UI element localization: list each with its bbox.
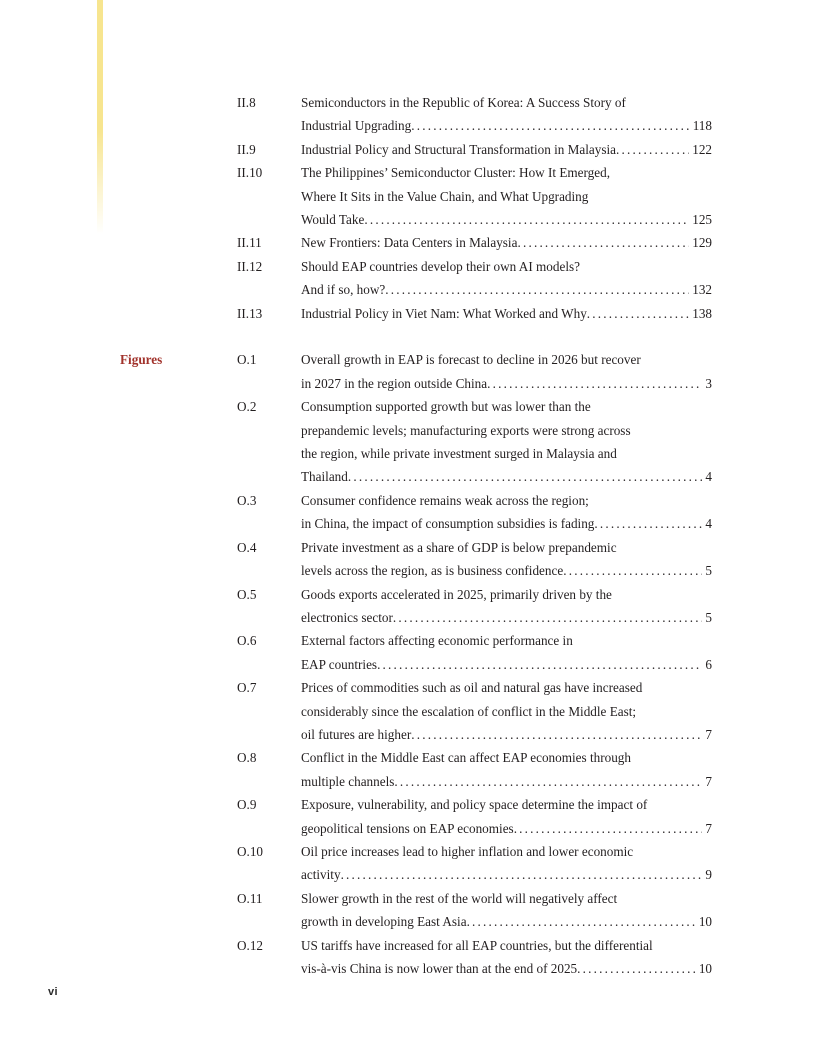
toc-entry-title-line: Consumer confidence remains weak across the region; (301, 492, 589, 508)
toc-entry-title-line: the region, while private investment surged in Malaysia and (301, 446, 617, 462)
toc-entry-line (301, 863, 712, 886)
toc-entry-line (301, 746, 712, 769)
toc-entry-page-number: 7 (705, 773, 712, 789)
toc-entry-line (301, 91, 712, 114)
toc-entry-number: O.11 (237, 890, 263, 906)
toc-entry-line (301, 465, 712, 488)
toc-entry-line (301, 348, 712, 371)
toc-content (120, 91, 712, 980)
toc-entry-line (301, 442, 712, 465)
toc-entry-line (301, 185, 712, 208)
toc-entry-line (301, 395, 712, 418)
toc-entry-lines (301, 302, 712, 325)
toc-entry-lines (301, 583, 712, 630)
toc-entry-page-number: 10 (698, 914, 712, 930)
toc-entry-line (301, 512, 712, 535)
toc-entry-lines (301, 629, 712, 676)
toc-entry-line (301, 629, 712, 652)
toc-entry-title-line: activity (301, 867, 341, 883)
toc-entry-title-line: Would Take (301, 212, 365, 228)
toc-entry-title-line: vis-à-vis China is now lower than at the end of 2025 (301, 961, 578, 977)
toc-entry-page-number: 118 (692, 118, 712, 134)
toc-entry-page-number: 5 (705, 563, 712, 579)
toc-entry-line (301, 114, 712, 137)
toc-entry-title-line: Semiconductors in the Republic of Korea: A Success Story of (301, 95, 626, 110)
toc-entry-number: O.5 (237, 586, 257, 602)
toc-entry-line (301, 957, 712, 980)
toc-entry-title-line: considerably since the escalation of conflict in the Middle East; (301, 703, 637, 719)
toc-entry-title-line: Slower growth in the rest of the world will negatively affect (301, 890, 618, 906)
toc-entry-line (301, 419, 712, 442)
toc-entry-line (301, 583, 712, 606)
toc-entry-number: II.11 (237, 235, 262, 251)
toc-entry-page-number: 3 (705, 375, 712, 391)
leader-dots (341, 863, 703, 886)
toc-entry-title-line: Consumption supported growth but was lower than the (301, 399, 591, 415)
toc-entry-line (301, 817, 712, 840)
toc-entry-line (301, 231, 712, 254)
toc-entry-title-line: prepandemic levels; manufacturing exports were strong across (301, 422, 631, 438)
leader-dots (577, 957, 696, 980)
toc-entry-page-number: 7 (705, 820, 712, 836)
toc-entry[interactable] (237, 302, 712, 325)
toc-entry[interactable] (237, 629, 712, 676)
toc-entry-lines (301, 161, 712, 231)
toc-entry-title-line: in 2027 in the region outside China (301, 375, 488, 391)
toc-entry-title-line: Goods exports accelerated in 2025, primarily driven by the (301, 586, 612, 602)
toc-entry-line (301, 138, 712, 161)
leader-dots (467, 910, 696, 933)
toc-entry-line (301, 676, 712, 699)
toc-entry-number: O.12 (237, 937, 264, 953)
toc-entry-title-line: US tariffs have increased for all EAP countries, but the differential (301, 937, 653, 953)
page-number-footer: vi (48, 986, 58, 998)
toc-entry-page-number: 138 (692, 305, 712, 321)
toc-entry-page-number: 9 (705, 867, 712, 883)
toc-entry-lines (301, 746, 712, 793)
toc-entry-page-number: 6 (705, 656, 712, 672)
toc-entry-title-line: in China, the impact of consumption subsidies is fading (301, 516, 595, 532)
toc-entry-lines (301, 231, 712, 254)
toc-entry-line (301, 489, 712, 512)
toc-entry-line (301, 653, 712, 676)
toc-entry-title-line: Should EAP countries develop their own AI models? (301, 258, 580, 274)
toc-entry-number: O.4 (237, 539, 257, 555)
section-label: Figures (120, 352, 163, 368)
leader-dots (563, 559, 702, 582)
toc-entry-page-number: 10 (698, 961, 712, 977)
leader-dots (411, 114, 689, 137)
toc-section (120, 91, 712, 325)
toc-entry-title-line: growth in developing East Asia (301, 914, 467, 930)
toc-entry[interactable] (237, 161, 712, 231)
toc-entry-title-line: multiple channels (301, 773, 395, 789)
leader-dots (594, 512, 702, 535)
toc-entry[interactable] (237, 676, 712, 746)
toc-entry-number: II.12 (237, 258, 263, 274)
leader-dots (587, 302, 689, 325)
leader-dots (385, 278, 689, 301)
toc-entry-number: O.3 (237, 492, 257, 508)
toc-entry-line (301, 208, 712, 231)
toc-entry-title-line: Private investment as a share of GDP is below prepandemic (301, 539, 617, 555)
toc-entry-page-number: 125 (692, 212, 712, 228)
leader-dots (377, 653, 702, 676)
toc-entry-title-line: Oil price increases lead to higher inflation and lower economic (301, 843, 634, 859)
toc-entry[interactable] (237, 489, 712, 536)
toc-entry-line (301, 887, 712, 910)
toc-entry-title-line: And if so, how? (301, 282, 386, 298)
toc-entry-lines (301, 934, 712, 981)
leader-dots (364, 208, 689, 231)
toc-entry-title-line: Industrial Upgrading (301, 118, 412, 134)
toc-entry-title-line: Conflict in the Middle East can affect EAP economies through (301, 750, 631, 766)
toc-entry[interactable] (237, 536, 712, 583)
leader-dots (393, 606, 703, 629)
toc-entry[interactable] (237, 231, 712, 254)
toc-entry-lines (301, 91, 712, 138)
toc-entry-line (301, 559, 712, 582)
toc-entry-line (301, 723, 712, 746)
toc-entry-lines (301, 840, 712, 887)
toc-entry-page-number: 5 (705, 609, 712, 625)
toc-entry-line (301, 278, 712, 301)
toc-entry-title-line: Where It Sits in the Value Chain, and What Upgrading (301, 188, 589, 204)
toc-entry-title-line: New Frontiers: Data Centers in Malaysia (301, 235, 518, 251)
leader-dots (616, 138, 689, 161)
toc-entry[interactable] (237, 395, 712, 489)
toc-entry-title-line: Exposure, vulnerability, and policy space determine the impact of (301, 797, 648, 813)
toc-entry-page-number: 4 (705, 516, 712, 532)
toc-entry-title-line: External factors affecting economic performance in (301, 633, 573, 649)
section-entries (237, 91, 712, 325)
toc-entry-page-number: 122 (692, 141, 712, 157)
toc-entry-title-line: electronics sector (301, 609, 393, 625)
toc-entry-page-number: 132 (692, 282, 712, 298)
toc-entry-number: O.8 (237, 750, 257, 766)
toc-entry-line (301, 536, 712, 559)
toc-entry[interactable] (237, 138, 712, 161)
leader-dots (411, 723, 702, 746)
toc-entry-lines (301, 489, 712, 536)
toc-entry-number: O.6 (237, 633, 257, 649)
toc-entry-line (301, 910, 712, 933)
toc-entry-lines (301, 348, 712, 395)
toc-entry-title-line: geopolitical tensions on EAP economies (301, 820, 514, 836)
toc-entry[interactable] (237, 840, 712, 887)
toc-entry-number: O.10 (237, 843, 264, 859)
toc-entry-number: O.2 (237, 399, 257, 415)
toc-section-figures (120, 348, 712, 980)
toc-entry-title-line: levels across the region, as is business confidence (301, 563, 564, 579)
toc-entry-title-line: Industrial Policy in Viet Nam: What Worked and Why (301, 305, 587, 321)
toc-entry-number: O.9 (237, 797, 257, 813)
toc-entry-lines (301, 138, 712, 161)
toc-entry-line (301, 372, 712, 395)
toc-entry-number: II.9 (237, 141, 256, 157)
toc-entry[interactable] (237, 91, 712, 138)
toc-entry-line (301, 302, 712, 325)
toc-entry[interactable] (237, 255, 712, 302)
toc-entry-title-line: Industrial Policy and Structural Transformation in Malaysia (301, 141, 616, 157)
toc-entry-number: O.7 (237, 680, 257, 696)
toc-entry-number: II.13 (237, 305, 263, 321)
toc-entry-lines (301, 536, 712, 583)
toc-entry-number: II.10 (237, 165, 263, 181)
toc-entry[interactable] (237, 934, 712, 981)
toc-entry-line (301, 700, 712, 723)
toc-entry[interactable] (237, 887, 712, 934)
toc-entry-number: II.8 (237, 95, 256, 110)
toc-entry-line (301, 793, 712, 816)
leader-dots (394, 770, 702, 793)
toc-entry-line (301, 770, 712, 793)
toc-entry-lines (301, 676, 712, 746)
toc-entry-title-line: The Philippines’ Semiconductor Cluster: How It Emerged, (301, 165, 610, 181)
toc-entry-title-line: Prices of commodities such as oil and natural gas have increased (301, 680, 643, 696)
leader-dots (517, 231, 689, 254)
leader-dots (514, 817, 703, 840)
toc-entry[interactable] (237, 583, 712, 630)
toc-entry-title-line: Thailand (301, 469, 348, 485)
toc-entry-lines (301, 395, 712, 489)
toc-entry-line (301, 161, 712, 184)
toc-entry-page-number: 7 (705, 726, 712, 742)
toc-entry-line (301, 255, 712, 278)
leader-dots (348, 465, 703, 488)
toc-entry-lines (301, 793, 712, 840)
toc-entry-title-line: EAP countries (301, 656, 378, 672)
toc-entry-lines (301, 887, 712, 934)
toc-entry-lines (301, 255, 712, 302)
accent-bar (97, 0, 103, 234)
toc-entry-title-line: oil futures are higher (301, 726, 412, 742)
toc-entry-page-number: 129 (692, 235, 712, 251)
toc-entry-line (301, 606, 712, 629)
toc-entry-title-line: Overall growth in EAP is forecast to decline in 2026 but recover (301, 352, 641, 368)
toc-entry-line (301, 934, 712, 957)
leader-dots (487, 372, 702, 395)
toc-entry[interactable] (237, 746, 712, 793)
toc-entry[interactable] (237, 348, 712, 395)
section-entries (237, 348, 712, 980)
toc-entry-number: O.1 (237, 352, 257, 368)
toc-entry-line (301, 840, 712, 863)
toc-entry[interactable] (237, 793, 712, 840)
toc-entry-page-number: 4 (705, 469, 712, 485)
